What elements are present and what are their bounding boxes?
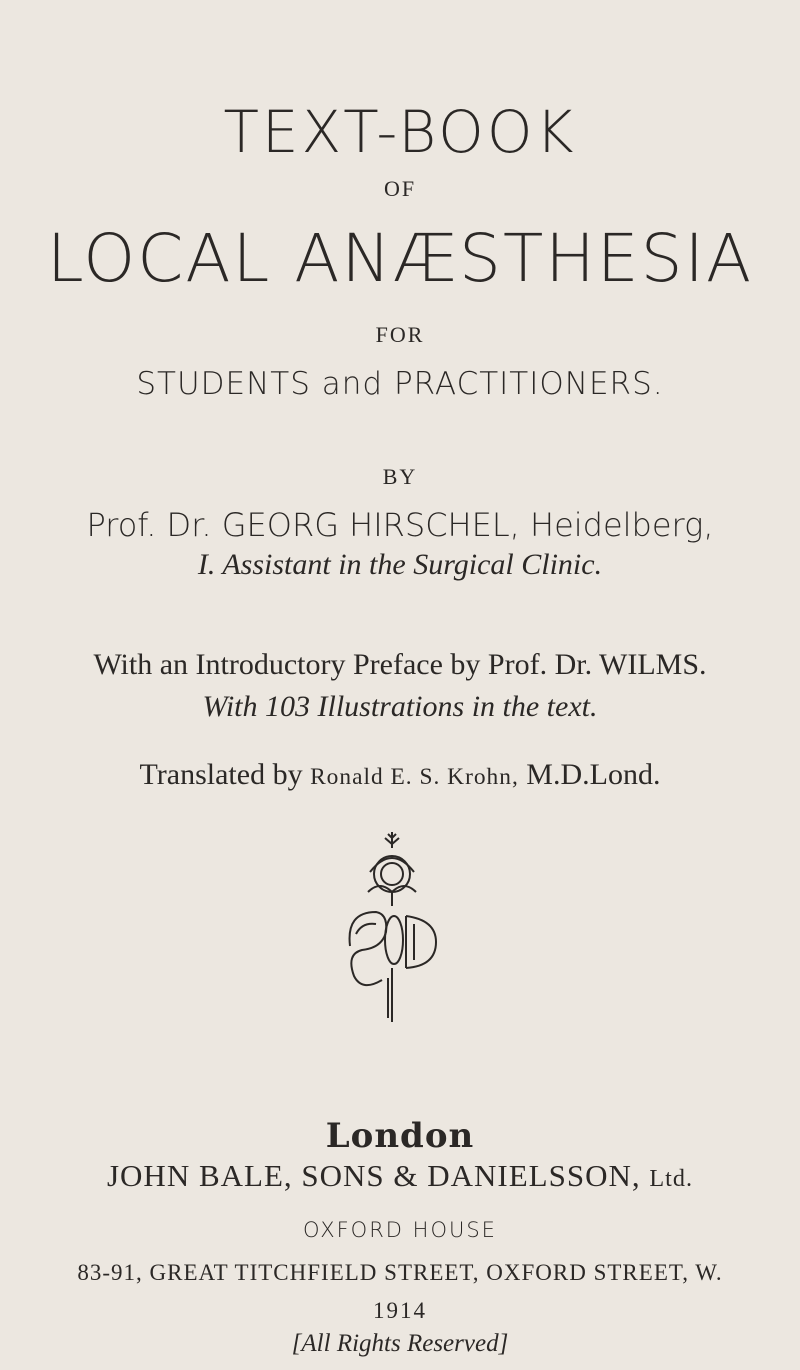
rights-notice: [All Rights Reserved] bbox=[291, 1330, 509, 1357]
book-title: TEXT-BOOK bbox=[223, 98, 577, 166]
book-subject: LOCAL ANÆSTHESIA bbox=[46, 220, 754, 297]
book-audience: STUDENTS and PRACTITIONERS. bbox=[136, 366, 664, 402]
publisher-name bbox=[0, 1158, 800, 1194]
publisher-monogram-icon bbox=[332, 828, 452, 1024]
author-role: I. Assistant in the Surgical Clinic. bbox=[197, 548, 603, 581]
publisher-address: 83-91, GREAT TITCHFIELD STREET, OXFORD STREET, W. bbox=[77, 1260, 723, 1285]
title-connector-for: FOR bbox=[375, 322, 425, 347]
byline-label: BY bbox=[382, 464, 418, 489]
translator-credit bbox=[0, 758, 800, 792]
title-connector-of: OF bbox=[383, 176, 417, 201]
author-name: Prof. Dr. GEORG HIRSCHEL, Heidelberg, bbox=[86, 506, 714, 544]
publisher-main: JOHN BALE, SONS & DANIELSSON, bbox=[106, 1158, 650, 1193]
illustrations-note: With 103 Illustrations in the text. bbox=[202, 690, 598, 723]
translator-degree: M.D.Lond. bbox=[518, 758, 661, 791]
preface-credit: With an Introductory Preface by Prof. Dr. WILMS. bbox=[93, 648, 707, 681]
translator-prefix: Translated by bbox=[139, 758, 311, 791]
translator-name: Ronald E. S. Krohn, bbox=[310, 764, 519, 790]
publication-year: 1914 bbox=[373, 1298, 427, 1323]
publisher-house: OXFORD HOUSE bbox=[303, 1218, 497, 1242]
imprint-city: London bbox=[325, 1116, 475, 1156]
publisher-suffix: Ltd. bbox=[649, 1165, 694, 1192]
